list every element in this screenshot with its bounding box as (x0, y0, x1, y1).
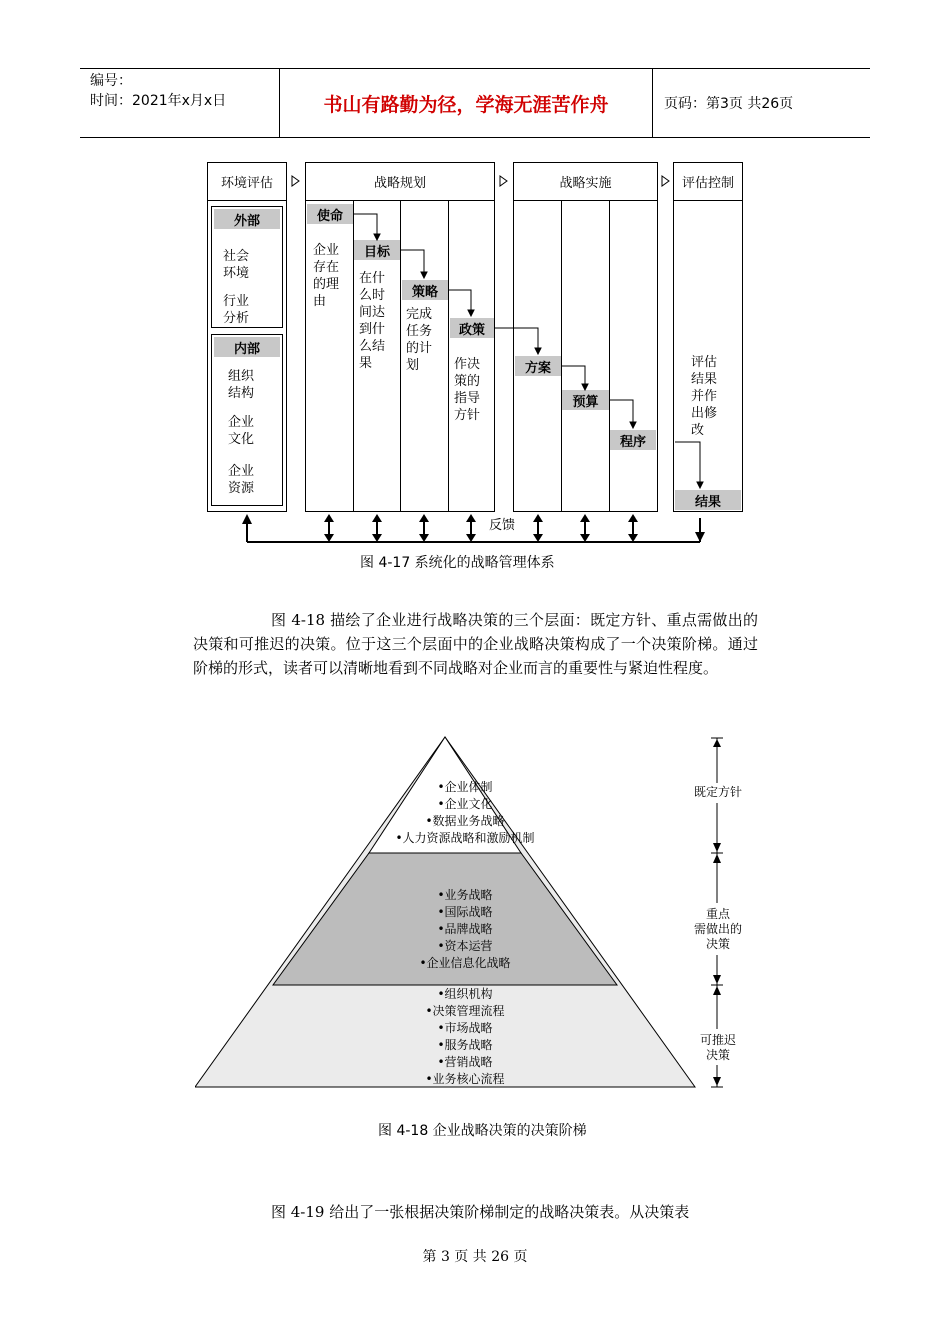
impl-procedure: 程序 (610, 430, 656, 450)
fig18-caption: 图 4-18 企业战略决策的决策阶梯 (378, 1123, 587, 1139)
figure-4-17 (195, 158, 755, 578)
figure-4-18 (195, 735, 755, 1095)
page-footer: 第 3 页 共 26 页 (422, 1249, 528, 1265)
planning-text-policy: 作决 策的 指导 方针 (454, 357, 481, 423)
header-motto: 书山有路勤为径，学海无涯苦作舟 (280, 69, 653, 137)
fig17-connectors (195, 158, 755, 578)
pyramid-top-item: •数据业务战略 (425, 814, 505, 828)
pyramid-mid-item: •业务战略 (437, 888, 493, 902)
pyramid-top-item: •企业体制 (437, 780, 493, 794)
pyramid-bottom-item: •市场战略 (437, 1021, 493, 1035)
pyramid-mid-item: •国际战略 (437, 905, 493, 919)
planning-text-strategy: 完成 任务 的计 划 (406, 307, 433, 373)
header-time: 时间：2021年x月x日 (90, 93, 227, 109)
pyramid-mid-item: •企业信息化战略 (419, 956, 511, 970)
external-item: 社会 环境 (223, 249, 250, 281)
pyramid-mid-item: •资本运营 (437, 939, 493, 953)
control-text: 评估 结果 并作 出修 改 (691, 355, 718, 438)
impl-plan: 方案 (515, 356, 561, 376)
internal-title: 内部 (214, 337, 280, 357)
impl-budget: 预算 (562, 390, 609, 410)
pyramid-bottom-item: •营销战略 (437, 1055, 493, 1069)
feedback-label: 反馈 (487, 514, 517, 533)
external-item: 行业 分析 (223, 294, 250, 326)
pyramid-bottom-item: •服务战略 (437, 1038, 493, 1052)
internal-item: 企业 资源 (228, 464, 255, 496)
pyramid-bottom-item: •业务核心流程 (425, 1072, 505, 1086)
planning-text-mission: 企业 存在 的理 由 (313, 243, 340, 309)
header-code: 编号： (90, 73, 132, 89)
paragraph-2: 图 4-19 给出了一张根据决策阶梯制定的战略决策表。从决策表 (271, 1203, 690, 1221)
stage-header-environment: 环境评估 (207, 162, 287, 201)
side-label-key: 重点 需做出的 决策 (693, 907, 742, 951)
header-meta (80, 69, 280, 137)
pyramid-bottom-item: •决策管理流程 (425, 1004, 505, 1018)
internal-item: 企业 文化 (228, 415, 255, 447)
external-title: 外部 (214, 209, 280, 229)
fig17-caption: 图 4-17 系统化的战略管理体系 (360, 555, 555, 571)
stage-header-planning: 战略规划 (305, 162, 495, 201)
internal-item: 组织 结构 (228, 369, 255, 401)
planning-label-policy: 政策 (450, 318, 494, 338)
side-label-deferrable: 可推迟 决策 (699, 1033, 736, 1062)
planning-label-goal: 目标 (354, 240, 400, 260)
planning-text-goal: 在什 么时 间达 到什 么结 果 (359, 271, 386, 371)
pyramid-bottom-item: •组织机构 (437, 987, 493, 1001)
paragraph-1: 图 4-18 描绘了企业进行战略决策的三个层面：既定方针、重点需做出的决策和可推迟的决策。位于这三个层面中的企业战略决策构成了一个决策阶梯。通过阶梯的形式，读者可以清晰地看到不同战略对企业而言的重要性与紧迫性程度。 (193, 611, 758, 677)
pyramid-top-item: •企业文化 (437, 797, 493, 811)
planning-label-strategy: 策略 (402, 280, 448, 300)
side-label-established: 既定方针 (693, 785, 742, 799)
stage-header-implementation: 战略实施 (513, 162, 658, 201)
pyramid-top-item: •人力资源战略和激励机制 (395, 831, 535, 845)
planning-label-mission: 使命 (307, 204, 353, 224)
header-page-info: 页码：第3页 共26页 (664, 96, 794, 112)
stage-header-control: 评估控制 (673, 162, 743, 201)
pyramid-mid-item: •品牌战略 (437, 922, 493, 936)
control-result: 结果 (675, 490, 741, 510)
page-header (80, 68, 870, 138)
